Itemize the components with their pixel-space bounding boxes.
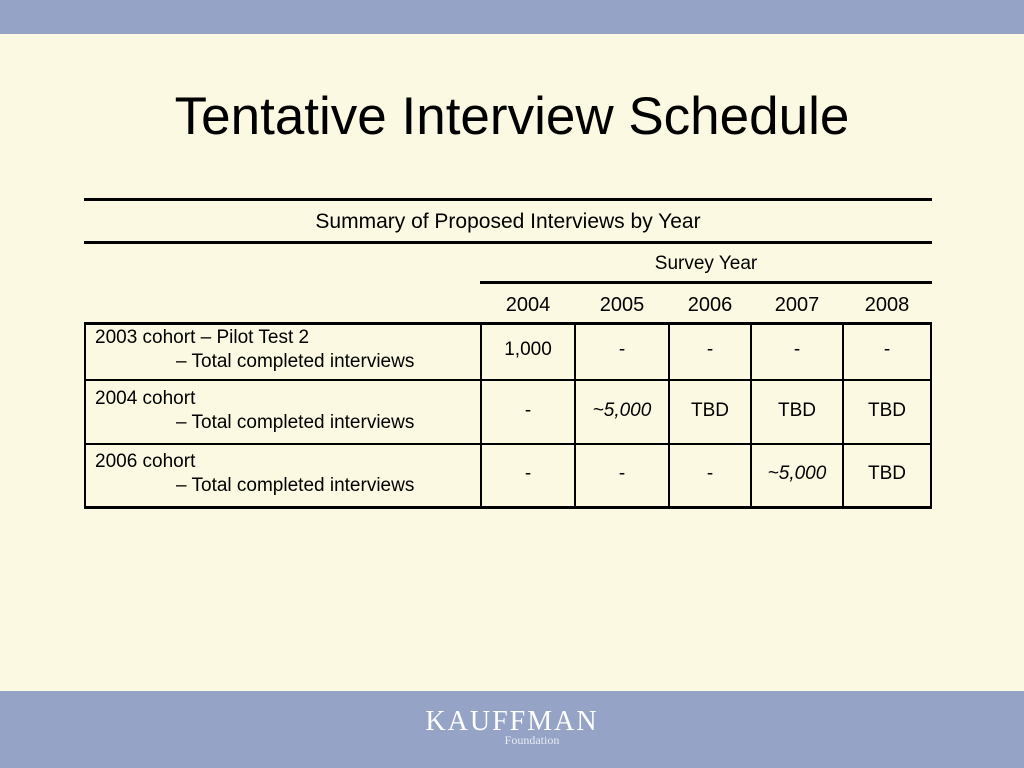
table-cell: - <box>793 339 801 360</box>
column-divider <box>84 322 86 508</box>
logo-subtitle: Foundation <box>504 733 560 747</box>
row-detail-label: – Total completed interviews <box>176 412 415 433</box>
table-cell: ~5,000 <box>767 463 827 484</box>
row-cohort-label: 2006 cohort <box>95 451 196 472</box>
table-cell: TBD <box>691 400 729 421</box>
table-cell: - <box>524 400 532 421</box>
year-header-2004: 2004 <box>505 294 551 316</box>
header-rule <box>84 322 932 325</box>
table-cell: ~5,000 <box>592 400 652 421</box>
row-detail-label: – Total completed interviews <box>176 351 415 372</box>
slide-title: Tentative Interview Schedule <box>174 87 850 146</box>
table-bottom-rule <box>84 506 932 509</box>
row-cohort-label: 2004 cohort <box>95 388 196 409</box>
year-header-2005: 2005 <box>599 294 645 316</box>
interview-schedule-table <box>84 198 932 510</box>
table-cell: - <box>524 463 532 484</box>
survey-year-header: Survey Year <box>654 253 758 274</box>
row-divider <box>84 443 932 445</box>
table-caption: Summary of Proposed Interviews by Year <box>315 210 701 233</box>
table-cell: TBD <box>868 463 906 484</box>
row-divider <box>84 379 932 381</box>
table-cell: - <box>706 339 714 360</box>
table-cell: - <box>618 339 626 360</box>
table-cell: - <box>618 463 626 484</box>
year-header-2007: 2007 <box>774 294 820 316</box>
table-cell: TBD <box>778 400 816 421</box>
caption-rule <box>84 241 932 244</box>
row-cohort-label: 2003 cohort – Pilot Test 2 <box>95 327 310 348</box>
table-cell: - <box>883 339 891 360</box>
table-top-rule <box>84 198 932 201</box>
year-header-2006: 2006 <box>687 294 733 316</box>
column-divider <box>930 322 932 508</box>
table-cell: TBD <box>868 400 906 421</box>
top-band <box>0 0 1024 34</box>
survey-year-rule <box>480 281 932 284</box>
table-cell: - <box>706 463 714 484</box>
table-cell: 1,000 <box>504 339 552 360</box>
year-header-2008: 2008 <box>864 294 910 316</box>
row-detail-label: – Total completed interviews <box>176 475 415 496</box>
logo-name: KAUFFMAN <box>425 706 599 737</box>
kauffman-logo <box>0 708 1024 746</box>
